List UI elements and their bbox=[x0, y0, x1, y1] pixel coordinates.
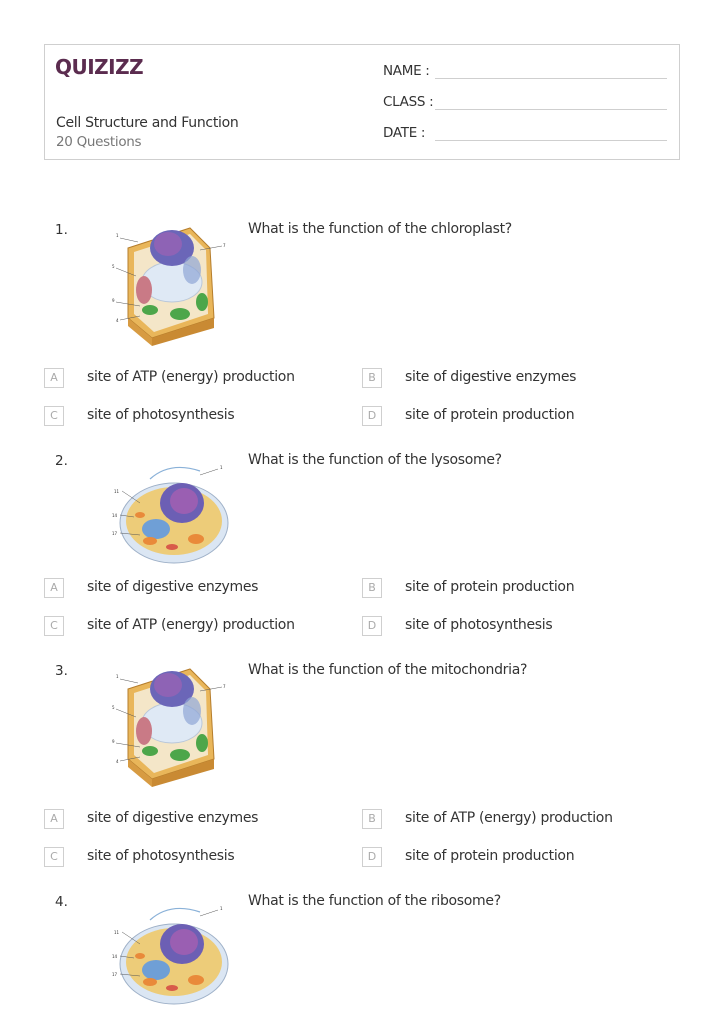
option-text: site of ATP (energy) production bbox=[87, 617, 295, 633]
question-text: What is the function of the lysosome? bbox=[248, 452, 502, 468]
class-label: CLASS : bbox=[383, 94, 434, 110]
question-number: 2. bbox=[55, 453, 68, 469]
name-field[interactable] bbox=[383, 63, 430, 79]
name-label: NAME : bbox=[383, 63, 430, 79]
quizizz-logo: QUIZIZZ bbox=[55, 55, 144, 79]
question-text: What is the function of the ribosome? bbox=[248, 893, 501, 909]
option-letter: B bbox=[362, 809, 382, 829]
option-text: site of ATP (energy) production bbox=[87, 369, 295, 385]
option-text: site of digestive enzymes bbox=[405, 369, 577, 385]
question-number: 4. bbox=[55, 894, 68, 910]
question-text: What is the function of the chloroplast? bbox=[248, 221, 512, 237]
option-letter: A bbox=[44, 578, 64, 598]
option-text: site of protein production bbox=[405, 407, 575, 423]
animal-cell-image bbox=[110, 892, 238, 1020]
name-line bbox=[435, 78, 667, 79]
question-text: What is the function of the mitochondria? bbox=[248, 662, 528, 678]
option-letter: A bbox=[44, 368, 64, 388]
class-line bbox=[435, 109, 667, 110]
question-number: 1. bbox=[55, 222, 68, 238]
worksheet-header bbox=[44, 44, 680, 160]
option-text: site of photosynthesis bbox=[405, 617, 553, 633]
plant-cell-image bbox=[110, 220, 238, 348]
option-text: site of protein production bbox=[405, 579, 575, 595]
option-letter: D bbox=[362, 847, 382, 867]
option-letter: D bbox=[362, 406, 382, 426]
date-line bbox=[435, 140, 667, 141]
class-field[interactable] bbox=[383, 94, 433, 110]
option-letter: D bbox=[362, 616, 382, 636]
option-text: site of digestive enzymes bbox=[87, 579, 259, 595]
option-text: site of photosynthesis bbox=[87, 407, 235, 423]
worksheet-title: Cell Structure and Function bbox=[56, 115, 239, 131]
plant-cell-image bbox=[110, 661, 238, 789]
option-letter: B bbox=[362, 368, 382, 388]
date-label: DATE : bbox=[383, 125, 426, 141]
option-text: site of photosynthesis bbox=[87, 848, 235, 864]
question-number: 3. bbox=[55, 663, 68, 679]
option-letter: A bbox=[44, 809, 64, 829]
option-text: site of digestive enzymes bbox=[87, 810, 259, 826]
date-field[interactable] bbox=[383, 125, 425, 141]
option-text: site of ATP (energy) production bbox=[405, 810, 613, 826]
option-letter: C bbox=[44, 847, 64, 867]
option-letter: B bbox=[362, 578, 382, 598]
option-text: site of protein production bbox=[405, 848, 575, 864]
question-count: 20 Questions bbox=[56, 134, 142, 150]
option-letter: C bbox=[44, 406, 64, 426]
animal-cell-image bbox=[110, 451, 238, 579]
option-letter: C bbox=[44, 616, 64, 636]
